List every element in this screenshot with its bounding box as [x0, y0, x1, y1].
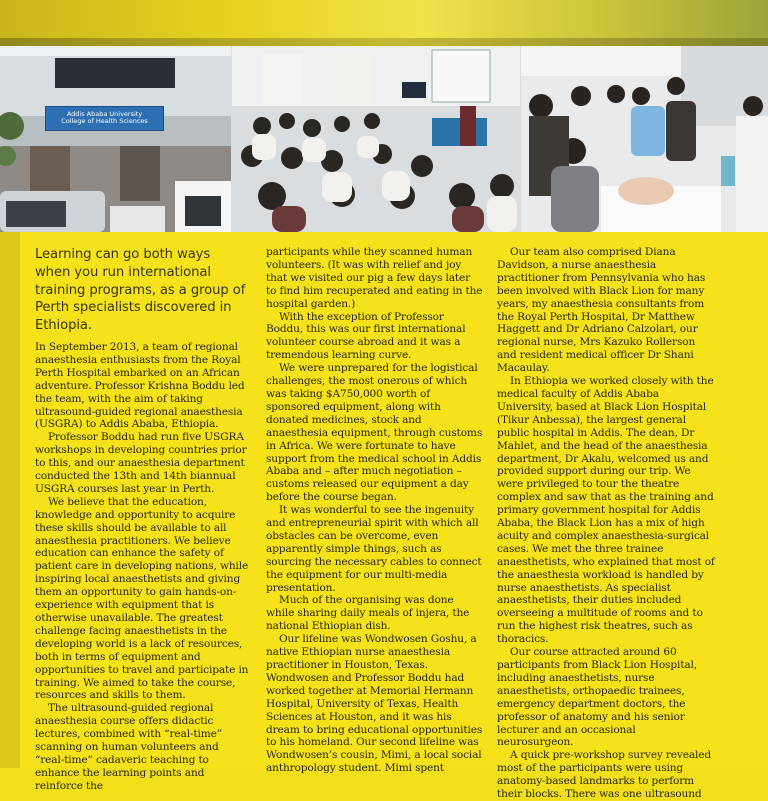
photo-demonstration — [521, 46, 768, 232]
article-column-1 — [35, 246, 249, 793]
photo-lecture-room — [232, 46, 520, 232]
paragraph: It was wonderful to see the ingenuity and entrepreneurial spirit with which all obstacles can be overcome, even apparently simple things, such as sourcing the necessary cables to connect the equipment for our multi-media presentation. — [266, 504, 482, 594]
paragraph: Much of the organising was done while sharing daily meals of injera, the national Ethiopian dish. — [266, 594, 470, 633]
sign-line-1: Addis Ababa University — [66, 110, 143, 118]
paragraph: We believe that the education, knowledge and opportunity to acquire these skills should be available to all anaesthesia practitioners. We believe education can enhance the safety of patient care in developing nations, while inspiring local anaesthetists and giving them an opportunity to gain hands-on-experience with equipment that is otherwise unavailable. The greatest challenge facing anaesthetists in the developing world is a lack of resources, both in terms of equipment and opportunities to travel and participate in training. We aimed to take the course, resources and skills to them. — [35, 495, 249, 702]
paragraph: The ultrasound-guided regional anaesthesia course offers didactic lectures, combined with “real-time” scanning on human volunteers and “real-time” cadaveric teaching to enhance the learning points and reinforce the — [35, 702, 223, 792]
paragraph: A quick pre-workshop survey revealed most of the participants were using anatomy-based landmarks to perform their blocks. There was one ultrasound — [497, 749, 712, 801]
paragraph: Our lifeline was Wondwosen Goshu, a native Ethiopian nurse anaesthesia practitioner in Houston, Texas. Wondwosen and Professor Boddu had worked together at Memorial Hermann Hospital, University of Texas, Health Sciences at Houston, and it was his dream to bring educational opportunities to his homeland. Our second lifeline was Wondwosen’s cousin, Mimi, a local social anthropology student. Mimi spent — [266, 633, 483, 775]
demonstration-illustration — [521, 46, 768, 232]
building-illustration — [0, 46, 231, 232]
paragraph: We were unprepared for the logistical challenges, the most onerous of which was taking $A750,000 worth of sponsored equipment, along with donated medicines, stock and anaesthesia equipment, through customs in Africa. We were fortunate to have support from the medical school in Addis Ababa and – after much negotiation – customs released our equipment a day before the course began. — [266, 362, 483, 504]
lecture-illustration — [232, 46, 520, 232]
college-sign — [45, 106, 164, 131]
paragraph: Our course attracted around 60 participants from Black Lion Hospital, including anaesthetists, nurse anaesthetists, orthopaedic trainees, emergency department doctors, the professor of anatomy and his senior lecturer and an occasional neurosurgeon. — [497, 646, 697, 749]
paragraph: In Ethiopia we worked closely with the medical faculty of Addis Ababa University, based at Black Lion Hospital (Tikur Anbessa), the largest general public hospital in Addis. The dean, Dr Mahlet, and the head of the anaesthesia department, Dr Akalu, welcomed us and provided support during our trip. We were privileged to tour the theatre complex and saw that as the training and primary government hospital for Addis Ababa, the Black Lion has a mix of high acuity and complex anaesthesia-surgical cases. We met the three trainee anaesthetists, who explained that most of the anaesthesia workload is handled by nurse anaesthetists. As specialist anaesthetists, their duties included overseeing a multitude of rooms and to run the highest risk theatres, such as thoracics. — [497, 375, 715, 646]
decorative-top-band — [0, 0, 768, 46]
paragraph: In September 2013, a team of regional anaesthesia enthusiasts from the Royal Perth Hospital embarked on an African adventure. Professor Krishna Boddu led the team, with the aim of taking ultrasound-guided regional anaesthesia (USGRA) to Addis Ababa, Ethiopia. — [35, 340, 245, 431]
left-margin-strip — [0, 232, 20, 768]
photo-building — [0, 46, 231, 232]
article-column-2 — [266, 246, 483, 775]
article-intro: Learning can go both ways when you run international training programs, as a group of Perth specialists discovered in Ethiopia. — [35, 247, 246, 334]
sign-line-2: College of Health Sciences — [61, 117, 148, 125]
photo-strip — [0, 46, 768, 232]
paragraph: participants while they scanned human volunteers. (It was with relief and joy that we visited our pig a few days later to find him recuperated and eating in the hospital garden.) — [266, 246, 483, 310]
paragraph: Professor Boddu had run five USGRA workshops in developing countries prior to this, and our anaesthesia department conducted the 13th and 14th biannual USGRA courses last year in Perth. — [35, 431, 247, 495]
paragraph: With the exception of Professor Boddu, this was our first international volunteer course abroad and it was a tremendous learning curve. — [266, 310, 466, 362]
paragraph: Our team also comprised Diana Davidson, a nurse anaesthesia practitioner from Pennsylvania who has been involved with Black Lion for many years, my anaesthesia consultants from the Royal Perth Hospital, Dr Matthew Haggett and Dr Adriano Calzolari, our regional nurse, Mrs Kazuko Rollerson and resident medical officer Dr Shani Macaulay. — [497, 246, 706, 375]
article-column-3 — [497, 246, 715, 801]
